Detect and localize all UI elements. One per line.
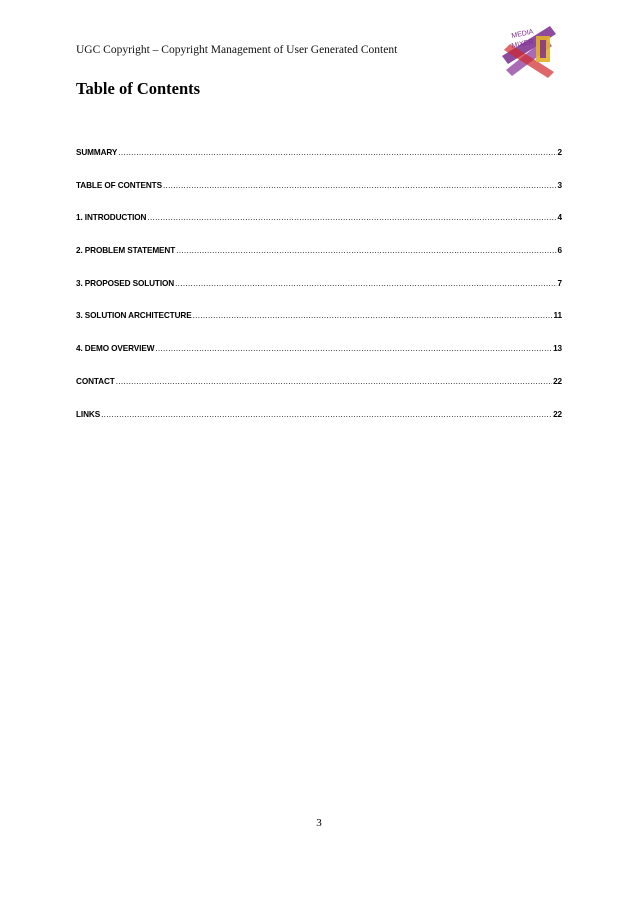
- toc-entry-demo-overview[interactable]: [76, 344, 562, 377]
- toc-entry-title: LINKS: [76, 409, 101, 419]
- toc-entry-summary[interactable]: [76, 148, 562, 181]
- toc-dot-leader: [147, 213, 556, 222]
- toc-entry-title: 2. PROBLEM STATEMENT: [76, 246, 176, 256]
- toc-dot-leader: [155, 344, 552, 353]
- toc-entry-title: 3. SOLUTION ARCHITECTURE: [76, 311, 192, 321]
- toc-entry-page: 22: [553, 376, 562, 386]
- toc-entry-title: TABLE OF CONTENTS: [76, 180, 162, 190]
- logo-text-line1: MEDIA: [510, 28, 535, 40]
- toc-entry-title: CONTACT: [76, 376, 115, 386]
- toc-entry-introduction[interactable]: [76, 213, 562, 246]
- toc-entry-title: 4. DEMO OVERVIEW: [76, 344, 155, 354]
- toc-entry-title: SUMMARY: [76, 148, 118, 157]
- logo-text-line2: MIXER: [510, 38, 535, 50]
- page-title: Table of Contents: [76, 79, 201, 98]
- toc-entry-page: 11: [553, 311, 562, 321]
- toc-entry-links[interactable]: [76, 410, 562, 443]
- running-header: UGC Copyright – Copyright Management of User Generated Content: [76, 44, 398, 56]
- toc-entry-page: 4: [557, 213, 562, 223]
- media-mixer-logo: [500, 22, 560, 78]
- toc-entry-page: 7: [557, 278, 562, 288]
- toc-entry-contact[interactable]: [76, 377, 562, 410]
- table-of-contents: [76, 148, 562, 442]
- toc-entry-page: 3: [557, 180, 562, 190]
- toc-entry-title: 3. PROPOSED SOLUTION: [76, 278, 175, 288]
- toc-dot-leader: [193, 311, 553, 320]
- toc-entry-proposed-solution[interactable]: [76, 279, 562, 312]
- toc-entry-page: 13: [553, 344, 562, 354]
- toc-entry-title: 1. INTRODUCTION: [76, 213, 147, 223]
- page-number: 3: [316, 817, 322, 829]
- toc-entry-solution-architecture[interactable]: [76, 311, 562, 344]
- toc-entry-table-of-contents[interactable]: [76, 181, 562, 214]
- toc-dot-leader: [116, 377, 552, 386]
- toc-dot-leader: [163, 181, 557, 190]
- toc-entry-problem-statement[interactable]: [76, 246, 562, 279]
- toc-entry-page: 6: [557, 246, 562, 256]
- toc-entry-page: 22: [553, 409, 562, 419]
- toc-dot-leader: [101, 410, 552, 419]
- toc-dot-leader: [175, 279, 556, 288]
- toc-dot-leader: [176, 246, 556, 255]
- toc-dot-leader: [118, 148, 556, 157]
- toc-entry-page: 2: [557, 148, 562, 157]
